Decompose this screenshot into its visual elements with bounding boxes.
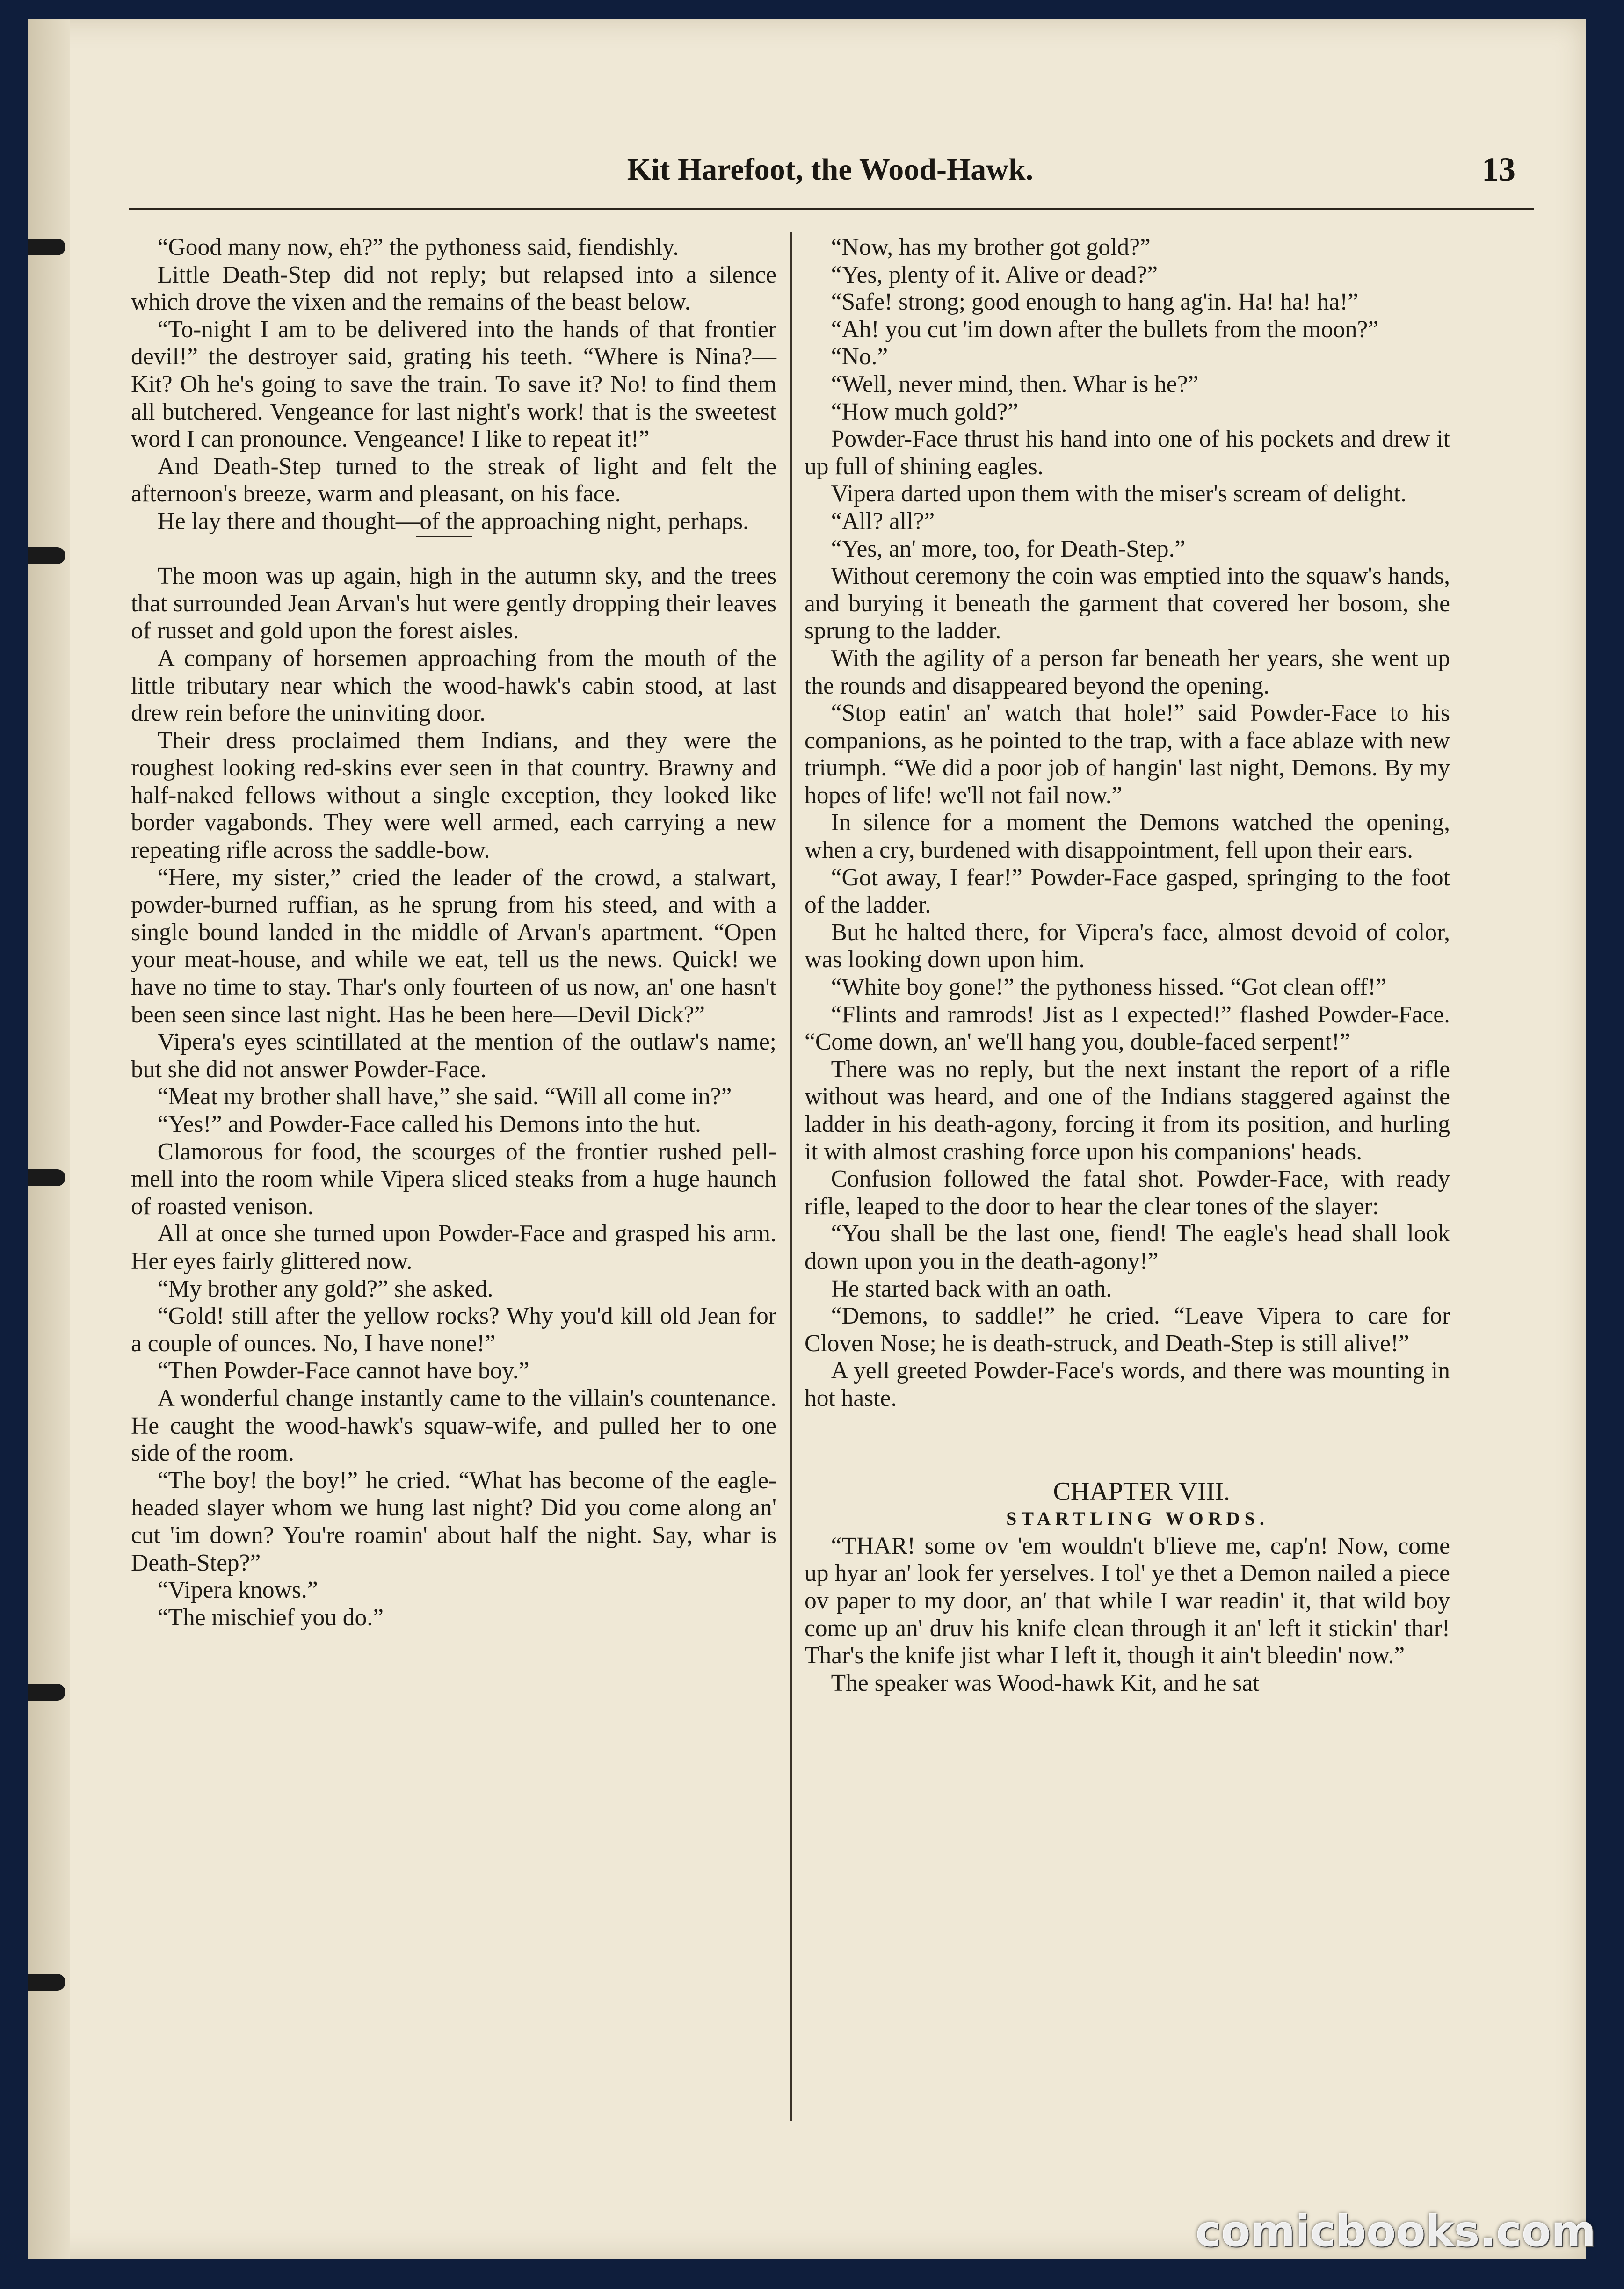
chapter-subtitle: STARTLING WORDS. — [1006, 1508, 1269, 1529]
paragraph: The speaker was Wood-hawk Kit, and he sat — [831, 1669, 1260, 1696]
paragraph: “Flints and ramrods! Jist as I expected!” flashed Powder-Face. “Come down, an' we'll hang you, double-faced serpent!” — [805, 1001, 1450, 1056]
paragraph: Powder-Face thrust his hand into one of his pockets and drew it up full of shining eagles. — [805, 426, 1450, 480]
magazine-page — [28, 19, 1586, 2259]
paragraph: “The boy! the boy!” he cried. “What has become of the eagle-headed slayer whom we hung last night? Did you come along an' cut 'im down? You're roamin' about half the night. Say, whar is Death-Step?” — [131, 1467, 776, 1576]
paragraph: “Stop eatin' an' watch that hole!” said Powder-Face to his companions, as he pointed to the trap, with a face ablaze with new triumph. “We did a poor job of hangin' last night, Demons. By my hopes of life! we'll not fail now.” — [805, 700, 1450, 809]
paragraph: “Demons, to saddle!” he cried. “Leave Vipera to care for Cloven Nose; he is death-struck, and Death-Step is still alive!” — [805, 1303, 1450, 1357]
paragraph: Clamorous for food, the scourges of the frontier rushed pell-mell into the room while Vipera sliced steaks from a huge haunch of roasted venison. — [131, 1138, 776, 1220]
paragraph: “The mischief you do.” — [157, 1604, 384, 1631]
paragraph: And Death-Step turned to the streak of light and felt the afternoon's breeze, warm and pleasant, on his face. — [131, 453, 776, 507]
paragraph: Confusion followed the fatal shot. Powder-Face, with ready rifle, leaped to the door to hear the clear tones of the slayer: — [805, 1166, 1450, 1220]
column-divider — [790, 232, 792, 2121]
left-column — [131, 234, 776, 1631]
paragraph: “Yes!” and Powder-Face called his Demons into the hut. — [157, 1111, 701, 1137]
paragraph: Their dress proclaimed them Indians, and they were the roughest looking red-skins ever seen in that country. Brawny and half-naked fellows without a single exception, they looked like border vagabonds. They were well armed, each carrying a new repeating rifle across the saddle-bow. — [131, 727, 776, 864]
paragraph: “Yes, plenty of it. Alive or dead?” — [831, 261, 1158, 288]
chapter-title: CHAPTER VIII. — [1053, 1477, 1231, 1506]
paragraph: “Safe! strong; good enough to hang ag'in. Ha! ha! ha!” — [831, 289, 1359, 316]
right-column — [805, 234, 1450, 1697]
paragraph: “How much gold?” — [831, 398, 1019, 425]
paragraph: A wonderful change instantly came to the villain's countenance. He caught the wood-hawk's squaw-wife, and pulled her to one side of the room. — [131, 1384, 776, 1467]
paragraph: “No.” — [831, 343, 888, 370]
paragraph: Vipera's eyes scintillated at the mention of the outlaw's name; but she did not answer Powder-Face. — [131, 1029, 776, 1083]
paragraph: A yell greeted Powder-Face's words, and there was mounting in hot haste. — [805, 1357, 1450, 1412]
paragraph: “You shall be the last one, fiend! The eagle's head shall look down upon you in the death-agony!” — [805, 1220, 1450, 1275]
paragraph: “Here, my sister,” cried the leader of the crowd, a stalwart, powder-burned ruffian, as he sprung from his steed, and with a single bound landed in the middle of Arvan's apartment. “Open your meat-house, and while we eat, tell us the news. Quick! we have no time to stay. Thar's only fourteen of us now, an' one hasn't been seen since last night. Has he been here—Devil Dick?” — [131, 864, 776, 1028]
paragraph: Vipera darted upon them with the miser's scream of delight. — [831, 480, 1407, 507]
paragraph: “White boy gone!” the pythoness hissed. “Got clean off!” — [831, 974, 1387, 1001]
paragraph: “Gold! still after the yellow rocks? Why you'd kill old Jean for a couple of ounces. No, I have none!” — [131, 1303, 776, 1357]
paragraph: “Then Powder-Face cannot have boy.” — [157, 1357, 529, 1384]
paragraph: “THAR! some ov 'em wouldn't b'lieve me, cap'n! Now, come up hyar an' look fer yerselves. I tol' ye thet a Demon nailed a piece ov paper to my door, an' that while I war readin' it, that wild boy come up an' druv his knife clean through it an' left it stickin' thar! Thar's the knife jist whar I left it, though it ain't bleedin' now.” — [805, 1532, 1450, 1669]
paragraph: “Vipera knows.” — [157, 1577, 318, 1604]
paragraph: But he halted there, for Vipera's face, almost devoid of color, was looking down upon him. — [805, 919, 1450, 973]
watermark: comicbooks.com — [1195, 2206, 1596, 2256]
staple — [28, 239, 65, 255]
paragraph: “Well, never mind, then. Whar is he?” — [831, 370, 1199, 398]
paragraph: “Meat my brother shall have,” she said. “Will all come in?” — [157, 1083, 732, 1110]
paragraph: “Good many now, eh?” the pythoness said, fiendishly. — [157, 234, 679, 261]
paragraph: There was no reply, but the next instant the report of a rifle without was heard, and one of the Indians staggered against the ladder in his death-agony, forcing it from its position, and hurling it with almost crashing force upon his companions' heads. — [805, 1056, 1450, 1165]
paragraph: “Ah! you cut 'im down after the bullets from the moon?” — [831, 316, 1379, 343]
paragraph: All at once she turned upon Powder-Face and grasped his arm. Her eyes fairly glittered now. — [131, 1220, 776, 1275]
paragraph: “To-night I am to be delivered into the hands of that frontier devil!” the destroyer said, grating his teeth. “Where is Nina?—Kit? Oh he's going to save the train. To save it? No! to find them all butchered. Vengeance for last night's work! that is the sweetest word I can pronounce. Vengeance! I like to repeat it!” — [131, 316, 776, 453]
staple — [28, 547, 65, 564]
chapter-spacer — [805, 1413, 1450, 1478]
section-break — [131, 536, 776, 563]
paragraph: With the agility of a person far beneath her years, she went up the rounds and disappeared beyond the opening. — [805, 645, 1450, 699]
paragraph: In silence for a moment the Demons watched the opening, when a cry, burdened with disappointment, fell upon their ears. — [805, 809, 1450, 864]
staple — [28, 1974, 65, 1991]
paragraph: “Got away, I fear!” Powder-Face gasped, springing to the foot of the ladder. — [805, 864, 1450, 919]
binding-edge — [28, 19, 70, 2259]
paragraph: “My brother any gold?” she asked. — [157, 1275, 493, 1302]
paragraph: The moon was up again, high in the autumn sky, and the trees that surrounded Jean Arvan's hut were gently dropping their leaves of russet and gold upon the forest aisles. — [131, 563, 776, 645]
staple — [28, 1169, 65, 1186]
staple — [28, 1684, 65, 1701]
paragraph: A company of horsemen approaching from the mouth of the little tributary near which the wood-hawk's cabin stood, at last drew rein before the uninviting door. — [131, 645, 776, 727]
paragraph: Without ceremony the coin was emptied into the squaw's hands, and burying it beneath the garment that covered her bosom, she sprung to the ladder. — [805, 563, 1450, 645]
running-title: Kit Harefoot, the Wood-Hawk. — [627, 152, 1034, 187]
page-number: 13 — [1482, 151, 1515, 188]
paragraph: “Now, has my brother got gold?” — [831, 234, 1151, 261]
paragraph: “All? all?” — [831, 507, 935, 535]
paragraph: He started back with an oath. — [831, 1275, 1112, 1302]
header-rule — [129, 208, 1534, 210]
paragraph: He lay there and thought—of the approaching night, perhaps. — [157, 507, 749, 535]
paragraph: Little Death-Step did not reply; but relapsed into a silence which drove the vixen and the remains of the beast below. — [131, 261, 776, 316]
page-header — [140, 152, 1520, 208]
paragraph: “Yes, an' more, too, for Death-Step.” — [831, 535, 1186, 562]
